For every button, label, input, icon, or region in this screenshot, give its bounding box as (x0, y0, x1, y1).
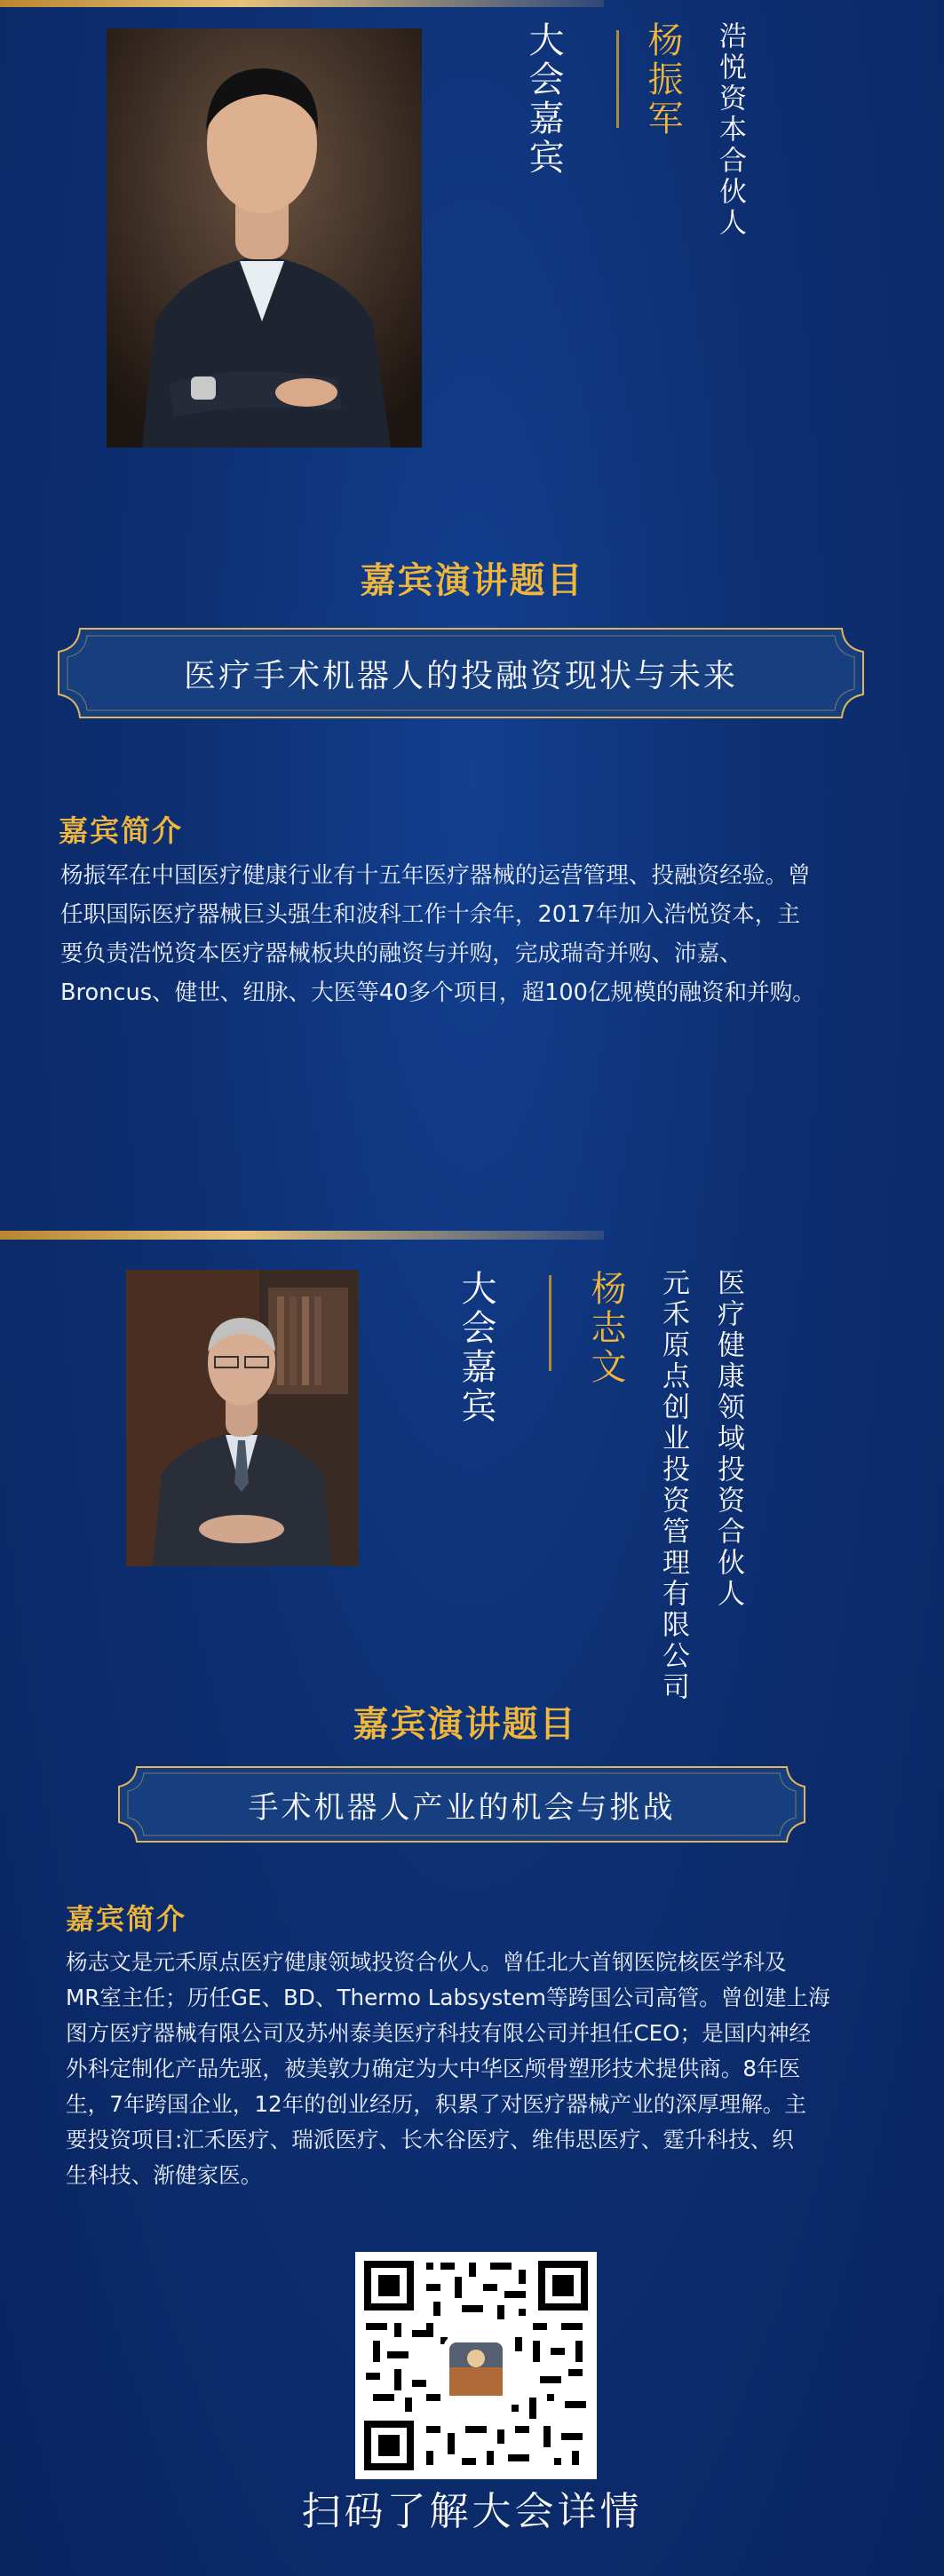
speaker-2-bio-line: 生科技、渐健家医。 (66, 2162, 263, 2188)
speaker-2-bio (66, 1945, 892, 2193)
speaker-1-talk-title: 医疗手术机器人的投融资现状与未来 (183, 657, 738, 694)
speaker-2-talk-banner (114, 1762, 810, 1847)
speaker-2-separator (549, 1275, 551, 1371)
speaker-1-photo (107, 28, 422, 448)
speaker-1-bio-line: Broncus、健世、纽脉、大医等40多个项目，超100亿规模的融资和并购。 (60, 979, 815, 1006)
speaker-2-talk-heading: 嘉宾演讲题目 (353, 1704, 577, 1745)
speaker-2-bio-heading: 嘉宾简介 (66, 1902, 187, 1936)
speaker-2-bio-line: 杨志文是元禾原点医疗健康领域投资合伙人。曾任北大首钢医院核医学科及 (66, 1949, 787, 1975)
speaker-2-talk-title: 手术机器人产业的机会与挑战 (248, 1789, 676, 1826)
section-gold-bar (0, 1231, 604, 1240)
speaker-2-affiliation-title: 医疗健康领域投资合伙人 (712, 1268, 744, 1610)
speaker-1-bio-line: 杨振军在中国医疗健康行业有十五年医疗器械的运营管理、投融资经验。曾 (60, 862, 811, 889)
speaker-2-bio-line: 图方医疗器械有限公司及苏州泰美医疗科技有限公司并担任CEO；是国内神经 (66, 2020, 812, 2046)
speaker-2-bio-line: MR室主任；历任GE、BD、Thermo Labsystem等跨国公司高管。曾创建上海 (66, 1985, 830, 2010)
speaker-1-separator (616, 30, 619, 128)
speaker-1-talk-banner (53, 622, 869, 725)
speaker-1-bio-line: 要负责浩悦资本医疗器械板块的融资与并购，完成瑞奇并购、沛嘉、 (60, 940, 742, 967)
speaker-2-bio-line: 外科定制化产品先驱，被美敦力确定为大中华区颅骨塑形技术提供商。8年医 (66, 2056, 801, 2081)
speaker-1-role-tag: 大会嘉宾 (523, 21, 564, 178)
speaker-1-bio (60, 856, 895, 1012)
scan-for-details-text: 扫码了解大会详情 (301, 2489, 643, 2534)
top-gold-bar (0, 0, 604, 7)
speaker-1-name: 杨振军 (642, 21, 683, 139)
speaker-1-bio-line: 任职国际医疗器械巨头强生和波科工作十余年，2017年加入浩悦资本，主 (60, 901, 800, 928)
speaker-1-talk-heading: 嘉宾演讲题目 (360, 560, 584, 601)
speaker-2-bio-line: 要投资项目:汇禾医疗、瑞派医疗、长木谷医疗、维伟思医疗、霆升科技、织 (66, 2127, 794, 2152)
speaker-2-name: 杨志文 (585, 1270, 626, 1387)
speaker-2-bio-line: 生，7年跨国企业，12年的创业经历，积累了对医疗器械产业的深厚理解。主 (66, 2091, 806, 2117)
speaker-2-affiliation-company: 元禾原点创业投资管理有限公司 (657, 1268, 689, 1703)
speaker-1-affiliation: 浩悦资本合伙人 (714, 21, 746, 239)
qr-code[interactable] (355, 2252, 597, 2479)
speaker-2-photo (126, 1270, 359, 1566)
speaker-2-role-tag: 大会嘉宾 (456, 1270, 496, 1426)
speaker-1-bio-heading: 嘉宾简介 (59, 813, 183, 848)
